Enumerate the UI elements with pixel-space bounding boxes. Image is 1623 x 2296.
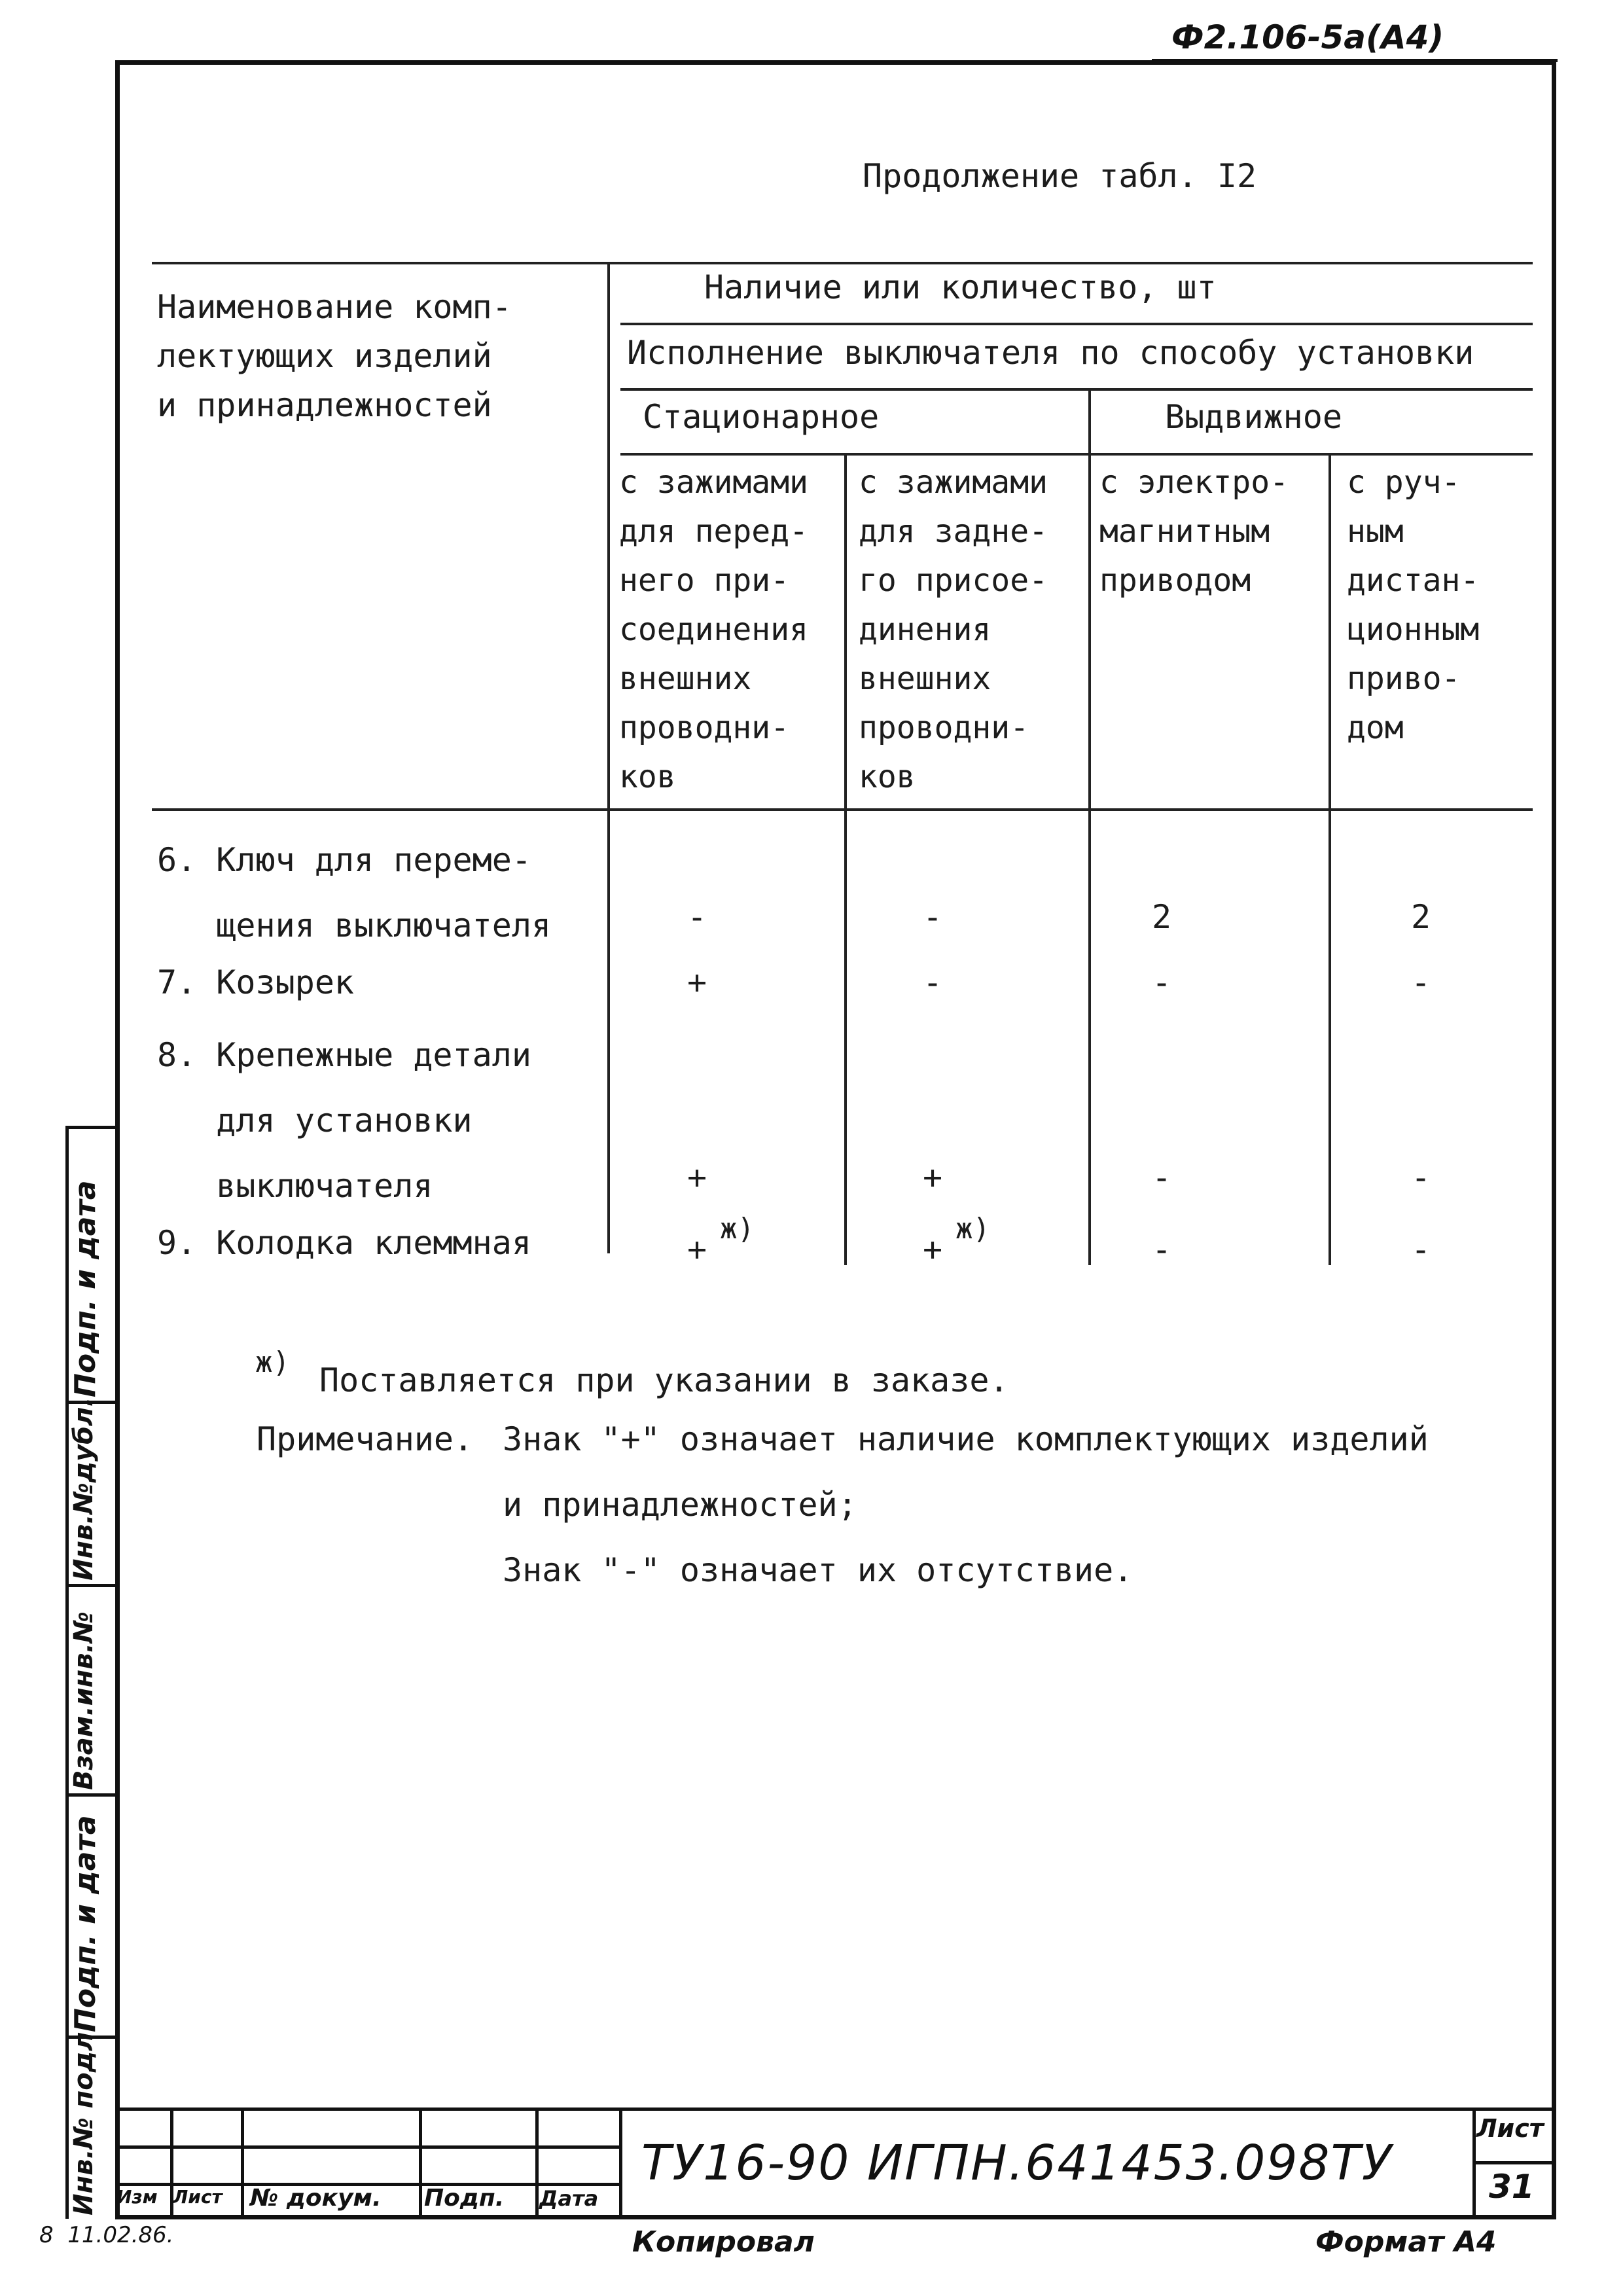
row-7-value-2: -	[922, 963, 943, 1001]
col-doc-number: № докум.	[250, 2185, 382, 2212]
row-9-footnote-mark-2: ж)	[955, 1212, 990, 1246]
copied-by-label: Копировал	[632, 2225, 815, 2259]
note-line-2: и принадлежностей;	[503, 1486, 857, 1524]
col-date: Дата	[539, 2186, 599, 2211]
note-line-1: Знак "+" означает наличие комплектующих изделий	[503, 1420, 1429, 1458]
row-7-value-1: +	[687, 963, 707, 1001]
note-label: Примечание.	[257, 1420, 474, 1458]
document-designation: ТУ16-90 ИГПН.641453.098ТУ	[641, 2135, 1393, 2191]
row-8-value-1: +	[687, 1158, 707, 1196]
subheader-rear-clamps: с зажимами для задне- го присое- динения внешних проводни- ков	[859, 464, 1048, 795]
subheader-front-clamps: с зажимами для перед- него при- соединения внешних проводни- ков	[619, 464, 808, 795]
row-8-value-2: +	[922, 1158, 943, 1196]
subheader-electromagnetic: с электро- магнитным приводом	[1099, 464, 1289, 599]
sheet-number: 31	[1489, 2168, 1535, 2206]
row-8-name: 8. Крепежные детали для установки выключателя	[157, 1036, 531, 1205]
header-withdrawable: Выдвижное	[1165, 398, 1342, 436]
row-6-value-4: 2	[1410, 898, 1431, 936]
row-7-value-4: -	[1410, 963, 1431, 1001]
form-code: Ф2.106-5а(А4)	[1171, 18, 1444, 56]
footnote-mark: ж)	[255, 1346, 290, 1379]
bottom-left-note: 8 11.02.86.	[39, 2222, 174, 2248]
stamp-sign-date-1: Подп. и дата	[69, 1180, 102, 1397]
row-9-value-4: -	[1410, 1230, 1431, 1268]
col-signature: Подп.	[424, 2185, 505, 2212]
stamp-sign-date-2: Подп. и дата	[69, 1815, 102, 2032]
row-9-name: 9. Колодка клеммная	[157, 1224, 531, 1262]
row-7-value-3: -	[1151, 963, 1172, 1001]
stamp-orig-inv: Инв.№ подл.	[69, 2022, 99, 2215]
row-9-value-1: +	[687, 1230, 707, 1268]
sheet-label: Лист	[1476, 2114, 1544, 2143]
header-quantity: Наличие или количество, шт	[704, 268, 1217, 306]
format-label: Формат А4	[1315, 2225, 1497, 2259]
row-9-value-3: -	[1151, 1230, 1172, 1268]
note-line-3: Знак "-" означает их отсутствие.	[503, 1551, 1133, 1589]
row-6-value-2: -	[922, 898, 943, 936]
subheader-manual-remote: с руч- ным дистан- ционным приво- дом	[1347, 464, 1480, 746]
row-9-value-2: +	[922, 1230, 943, 1268]
stamp-replace-inv: Взам.инв.№	[69, 1611, 99, 1790]
row-9-footnote-mark-1: ж)	[720, 1212, 755, 1246]
row-8-value-4: -	[1410, 1158, 1431, 1196]
col-izm: Изм	[116, 2186, 158, 2208]
table-continuation-title: Продолжение табл. I2	[863, 157, 1257, 195]
row-6-value-3: 2	[1151, 898, 1172, 936]
row-7-name: 7. Козырек	[157, 963, 355, 1001]
column-header-name: Наименование комп- лектующих изделий и принадлежностей	[157, 288, 512, 424]
header-stationary: Стационарное	[643, 398, 880, 436]
header-execution: Исполнение выключателя по способу установки	[627, 334, 1474, 372]
col-list: Лист	[173, 2186, 223, 2208]
row-6-name: 6. Ключ для переме- щения выключателя	[157, 841, 552, 944]
row-8-value-3: -	[1151, 1158, 1172, 1196]
footnote-text: Поставляется при указании в заказе.	[319, 1361, 1009, 1399]
row-6-value-1: -	[687, 898, 707, 936]
stamp-dup-inv: Инв.№дубл.	[69, 1397, 99, 1581]
